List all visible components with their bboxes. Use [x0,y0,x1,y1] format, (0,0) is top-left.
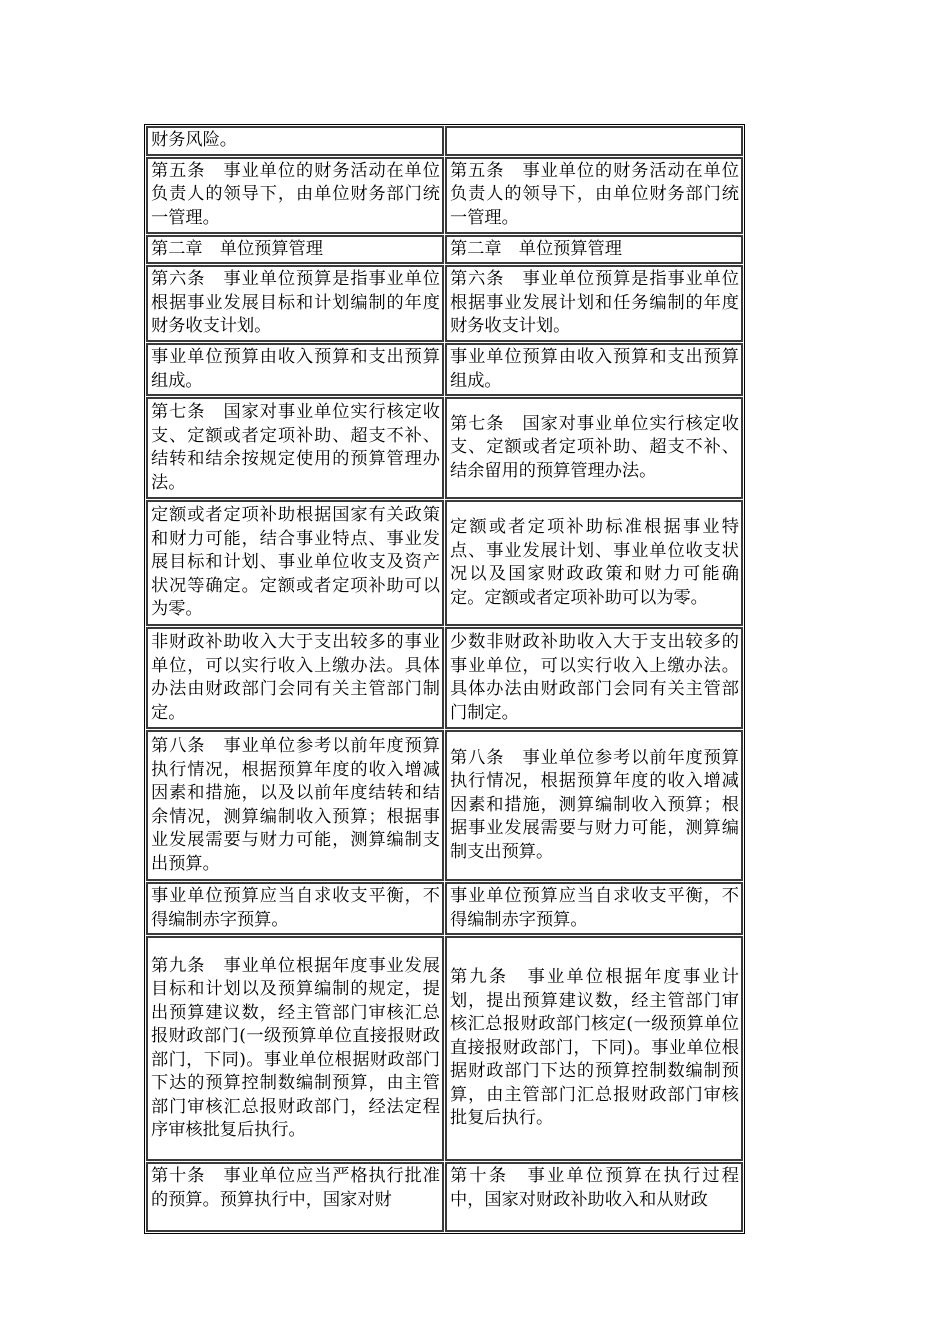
old-text-cell: 第七条 国家对事业单位实行核定收支、定额或者定项补助、超支不补、结转和结余按规定使用的预算管理办法。 [146,397,444,499]
new-text-cell: 少数非财政补助收入大于支出较多的事业单位，可以实行收入上缴办法。具体办法由财政部门会同有关主管部门制定。 [445,627,743,729]
old-text-cell: 第二章 单位预算管理 [146,235,444,265]
table-row [146,882,743,935]
old-text-cell: 第十条 事业单位应当严格执行批准的预算。预算执行中，国家对财 [146,1162,444,1232]
table-row [146,157,743,234]
old-text-cell: 事业单位预算应当自求收支平衡，不得编制赤字预算。 [146,882,444,935]
new-text-cell: 第九条 事业单位根据年度事业计划，提出预算建议数，经主管部门审核汇总报财政部门核定(一级预算单位直接报财政部门，下同)。事业单位根据财政部门下达的预算控制数编制预算，由主管部门汇总报财政部门审核批复后执行。 [445,936,743,1161]
old-text-cell: 财务风险。 [146,126,444,156]
comparison-table [144,124,745,1234]
table-row [146,265,743,342]
old-text-cell: 非财政补助收入大于支出较多的事业单位，可以实行收入上缴办法。具体办法由财政部门会同有关主管部门制定。 [146,627,444,729]
new-text-cell: 第六条 事业单位预算是指事业单位根据事业发展计划和任务编制的年度财务收支计划。 [445,265,743,342]
new-text-cell: 事业单位预算由收入预算和支出预算组成。 [445,343,743,396]
new-text-cell: 事业单位预算应当自求收支平衡，不得编制赤字预算。 [445,882,743,935]
table-row [146,126,743,156]
table-row [146,397,743,499]
old-text-cell: 事业单位预算由收入预算和支出预算组成。 [146,343,444,396]
table-row [146,235,743,265]
old-text-cell: 第六条 事业单位预算是指事业单位根据事业发展目标和计划编制的年度财务收支计划。 [146,265,444,342]
new-text-cell: 第五条 事业单位的财务活动在单位负责人的领导下，由单位财务部门统一管理。 [445,157,743,234]
table-row [146,343,743,396]
new-text-cell: 第七条 国家对事业单位实行核定收支、定额或者定项补助、超支不补、结余留用的预算管理办法。 [445,397,743,499]
new-text-cell [445,126,743,156]
table-row [146,936,743,1161]
table-row [146,627,743,729]
new-text-cell: 第八条 事业单位参考以前年度预算执行情况，根据预算年度的收入增减因素和措施，测算编制收入预算；根据事业发展需要与财力可能，测算编制支出预算。 [445,730,743,881]
table-row [146,500,743,626]
old-text-cell: 第九条 事业单位根据年度事业发展目标和计划以及预算编制的规定，提出预算建议数，经主管部门审核汇总报财政部门(一级预算单位直接报财政部门，下同)。事业单位根据财政部门下达的预算控制数编制预算，由主管部门审核汇总报财政部门，经法定程序审核批复后执行。 [146,936,444,1161]
new-text-cell: 第二章 单位预算管理 [445,235,743,265]
new-text-cell: 第十条 事业单位预算在执行过程中，国家对财政补助收入和从财政 [445,1162,743,1232]
old-text-cell: 定额或者定项补助根据国家有关政策和财力可能，结合事业特点、事业发展目标和计划、事业单位收支及资产状况等确定。定额或者定项补助可以为零。 [146,500,444,626]
table-row [146,1162,743,1232]
table-row [146,730,743,881]
old-text-cell: 第五条 事业单位的财务活动在单位负责人的领导下，由单位财务部门统一管理。 [146,157,444,234]
old-text-cell: 第八条 事业单位参考以前年度预算执行情况，根据预算年度的收入增减因素和措施，以及以前年度结转和结余情况，测算编制收入预算；根据事业发展需要与财力可能，测算编制支出预算。 [146,730,444,881]
new-text-cell: 定额或者定项补助标准根据事业特点、事业发展计划、事业单位收支状况以及国家财政政策和财力可能确定。定额或者定项补助可以为零。 [445,500,743,626]
